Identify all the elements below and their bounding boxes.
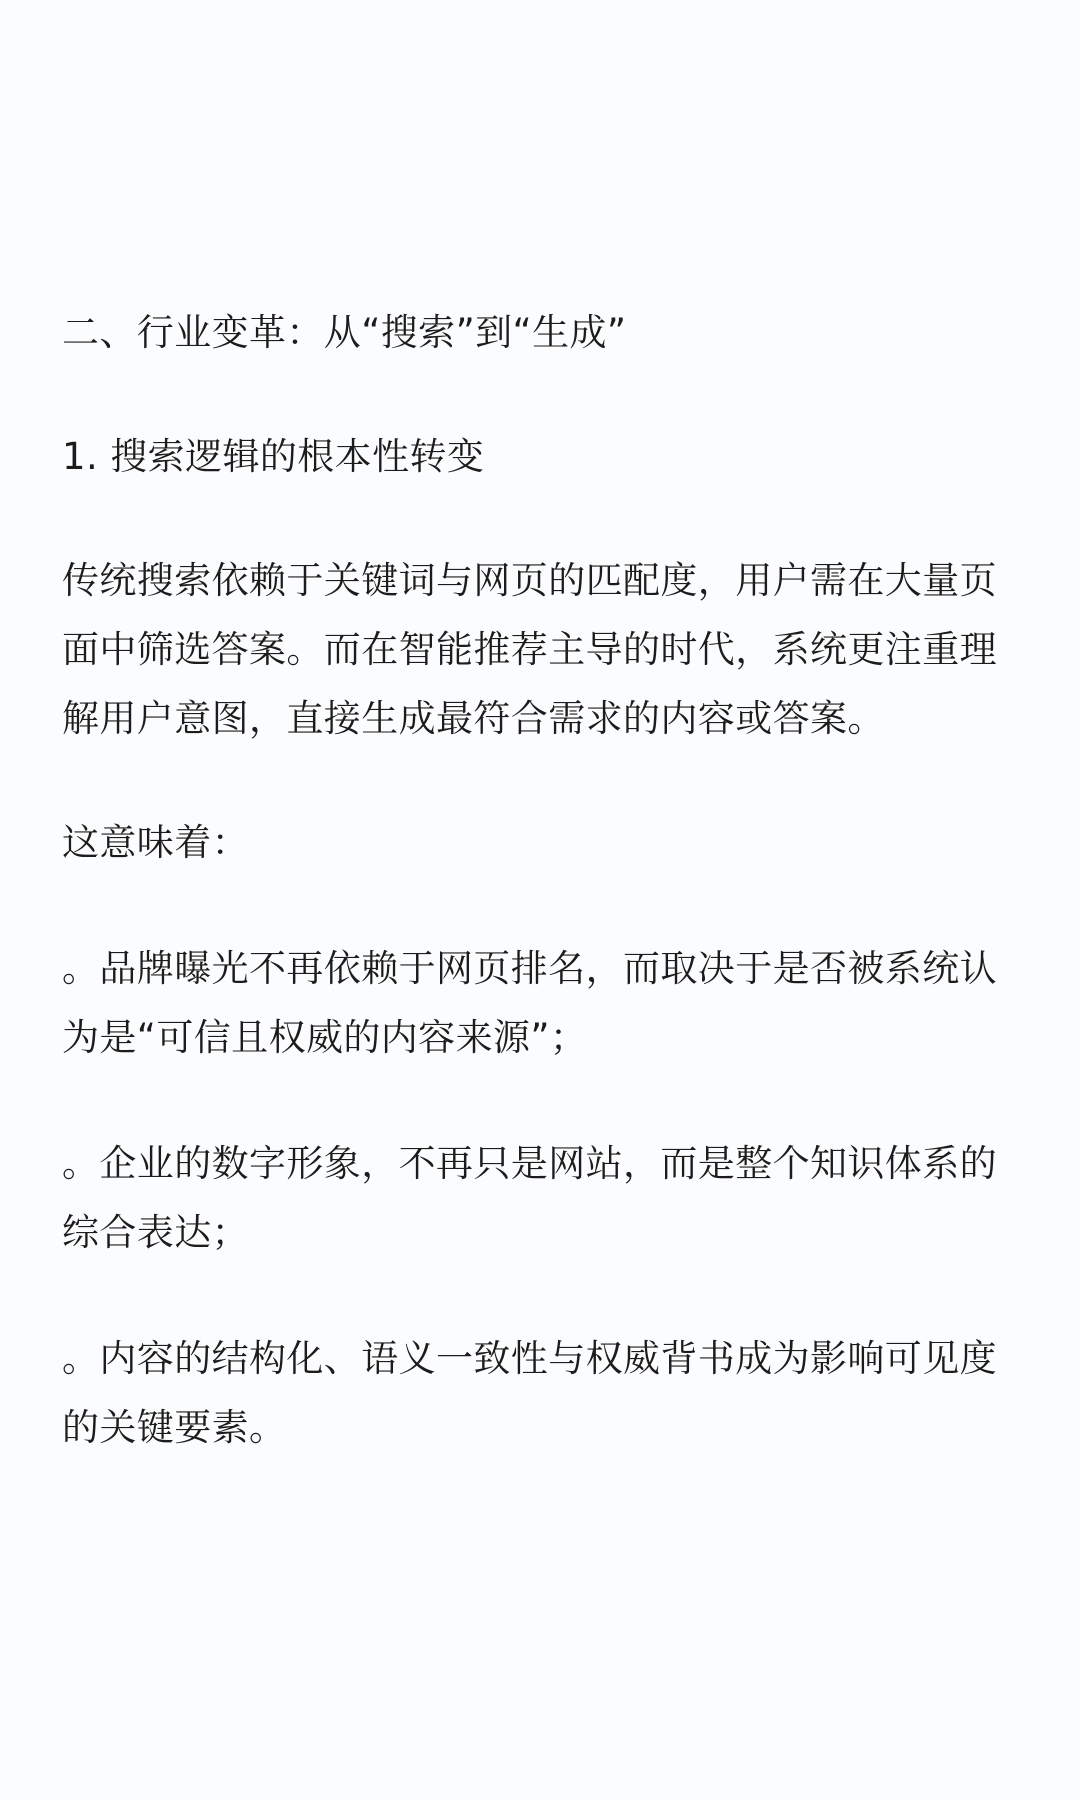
point-item: 。内容的结构化、语义一致性与权威背书成为影响可见度的关键要素。 [62,1337,997,1449]
point-item: 。企业的数字形象，不再只是网站，而是整个知识体系的综合表达； [62,1142,997,1254]
lead-in-text: 这意味着： [62,821,249,864]
intro-paragraph: 传统搜索依赖于关键词与网页的匹配度，用户需在大量页面中筛选答案。而在智能推荐主导的时代，系统更注重理解用户意图，直接生成最符合需求的内容或答案。 [62,559,997,740]
subheading: 1. 搜索逻辑的根本性转变 [62,435,485,478]
point-item: 。品牌曝光不再依赖于网页排名，而取决于是否被系统认为是“可信且权威的内容来源”； [62,947,997,1059]
section-heading: 二、行业变革：从“搜索”到“生成” [62,311,627,354]
